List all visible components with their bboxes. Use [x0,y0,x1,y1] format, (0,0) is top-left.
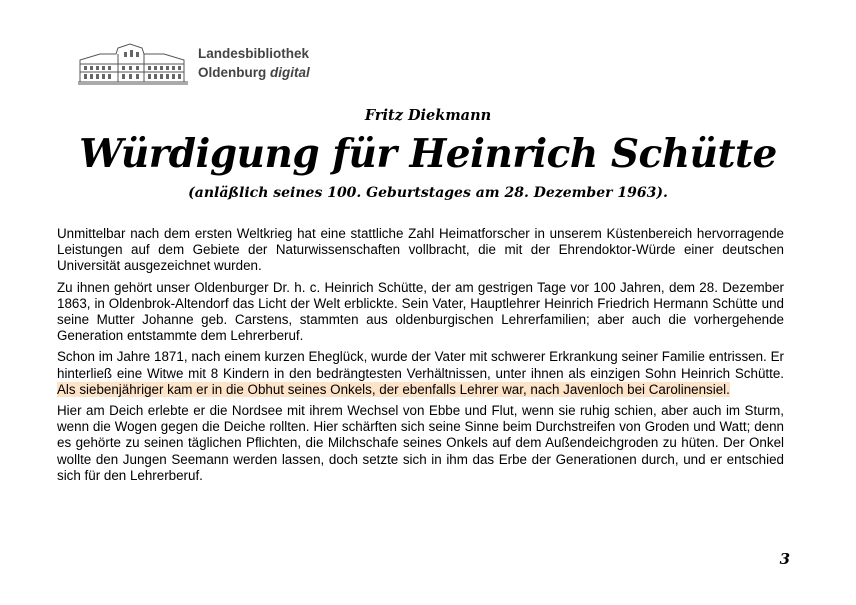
logo-line-2 [198,63,310,82]
paragraph-3-text: Schon im Jahre 1871, nach einem kurzen Eheglück, wurde der Vater mit schwerer Erkrankung seiner Familie entrissen. Er hinterließ eine Witwe mit 8 Kindern in den bedrängtesten Verhältnissen, unter ihnen als einzigen Sohn Heinrich Schütte. [57,349,784,381]
article-title: Würdigung für Heinrich Schütte [79,131,777,177]
paragraph-1: Unmittelbar nach dem ersten Weltkrieg hat eine stattliche Zahl Heimatforscher in unserem Küstenbereich hervorragende Leistungen auf dem Gebiete der Naturwissenschaften vollbracht, die mit der Ehrendoktor-Würde einer deutschen Universität ausgezeichnet wurden. [57,226,784,274]
library-building-icon [78,42,188,86]
page-number: 3 [779,550,790,568]
paragraph-3 [57,349,784,398]
logo-line-1: Landesbibliothek [198,46,310,61]
logo-line-2-digital: digital [270,65,310,80]
logo-line-2-name: Oldenburg [198,65,270,80]
paragraph-2: Zu ihnen gehört unser Oldenburger Dr. h. c. Heinrich Schütte, der am gestrigen Tage vor 100 Jahren, dem 28. Dezember 1863, in Oldenbrok-Altendorf das Licht der Welt erblickte. Sein Vater, Hauptlehrer Heinrich Friedrich Hermann Schütte und seine Mutter Johanne geb. Carstens, stammten aus oldenburgischen Lehrerfamilien; aber auch die vorhergehende Generation entstammte dem Lehrerberuf. [57,279,784,344]
article-subtitle: (anläßlich seines 100. Geburtstages am 28. Dezember 1963). [188,185,668,201]
library-logo [78,40,348,88]
logo-text [198,44,310,82]
article-body [57,226,784,489]
article-author: Fritz Diekmann [364,107,492,124]
highlighted-passage: Als siebenjähriger kam er in die Obhut seines Onkels, der ebenfalls Lehrer war, nach Javenloch bei Carolinensiel. [57,381,730,397]
paragraph-4: Hier am Deich erlebte er die Nordsee mit ihrem Wechsel von Ebbe und Flut, wenn sie ruhig schien, aber auch im Sturm, wenn die Wogen gegen die Deiche rollten. Hier schärften sich seine Sinne beim Durchstreifen von Groden und Watt; denn es gehörte zu seinen täglichen Pflichten, die Milchschafe seines Onkels auf dem Außendeichgroden zu hüten. Der Onkel wollte den Jungen Seemann werden lassen, doch setzte sich in ihm das Erbe der Generationen durch, und er entschied sich für den Lehrerberuf. [57,403,784,483]
